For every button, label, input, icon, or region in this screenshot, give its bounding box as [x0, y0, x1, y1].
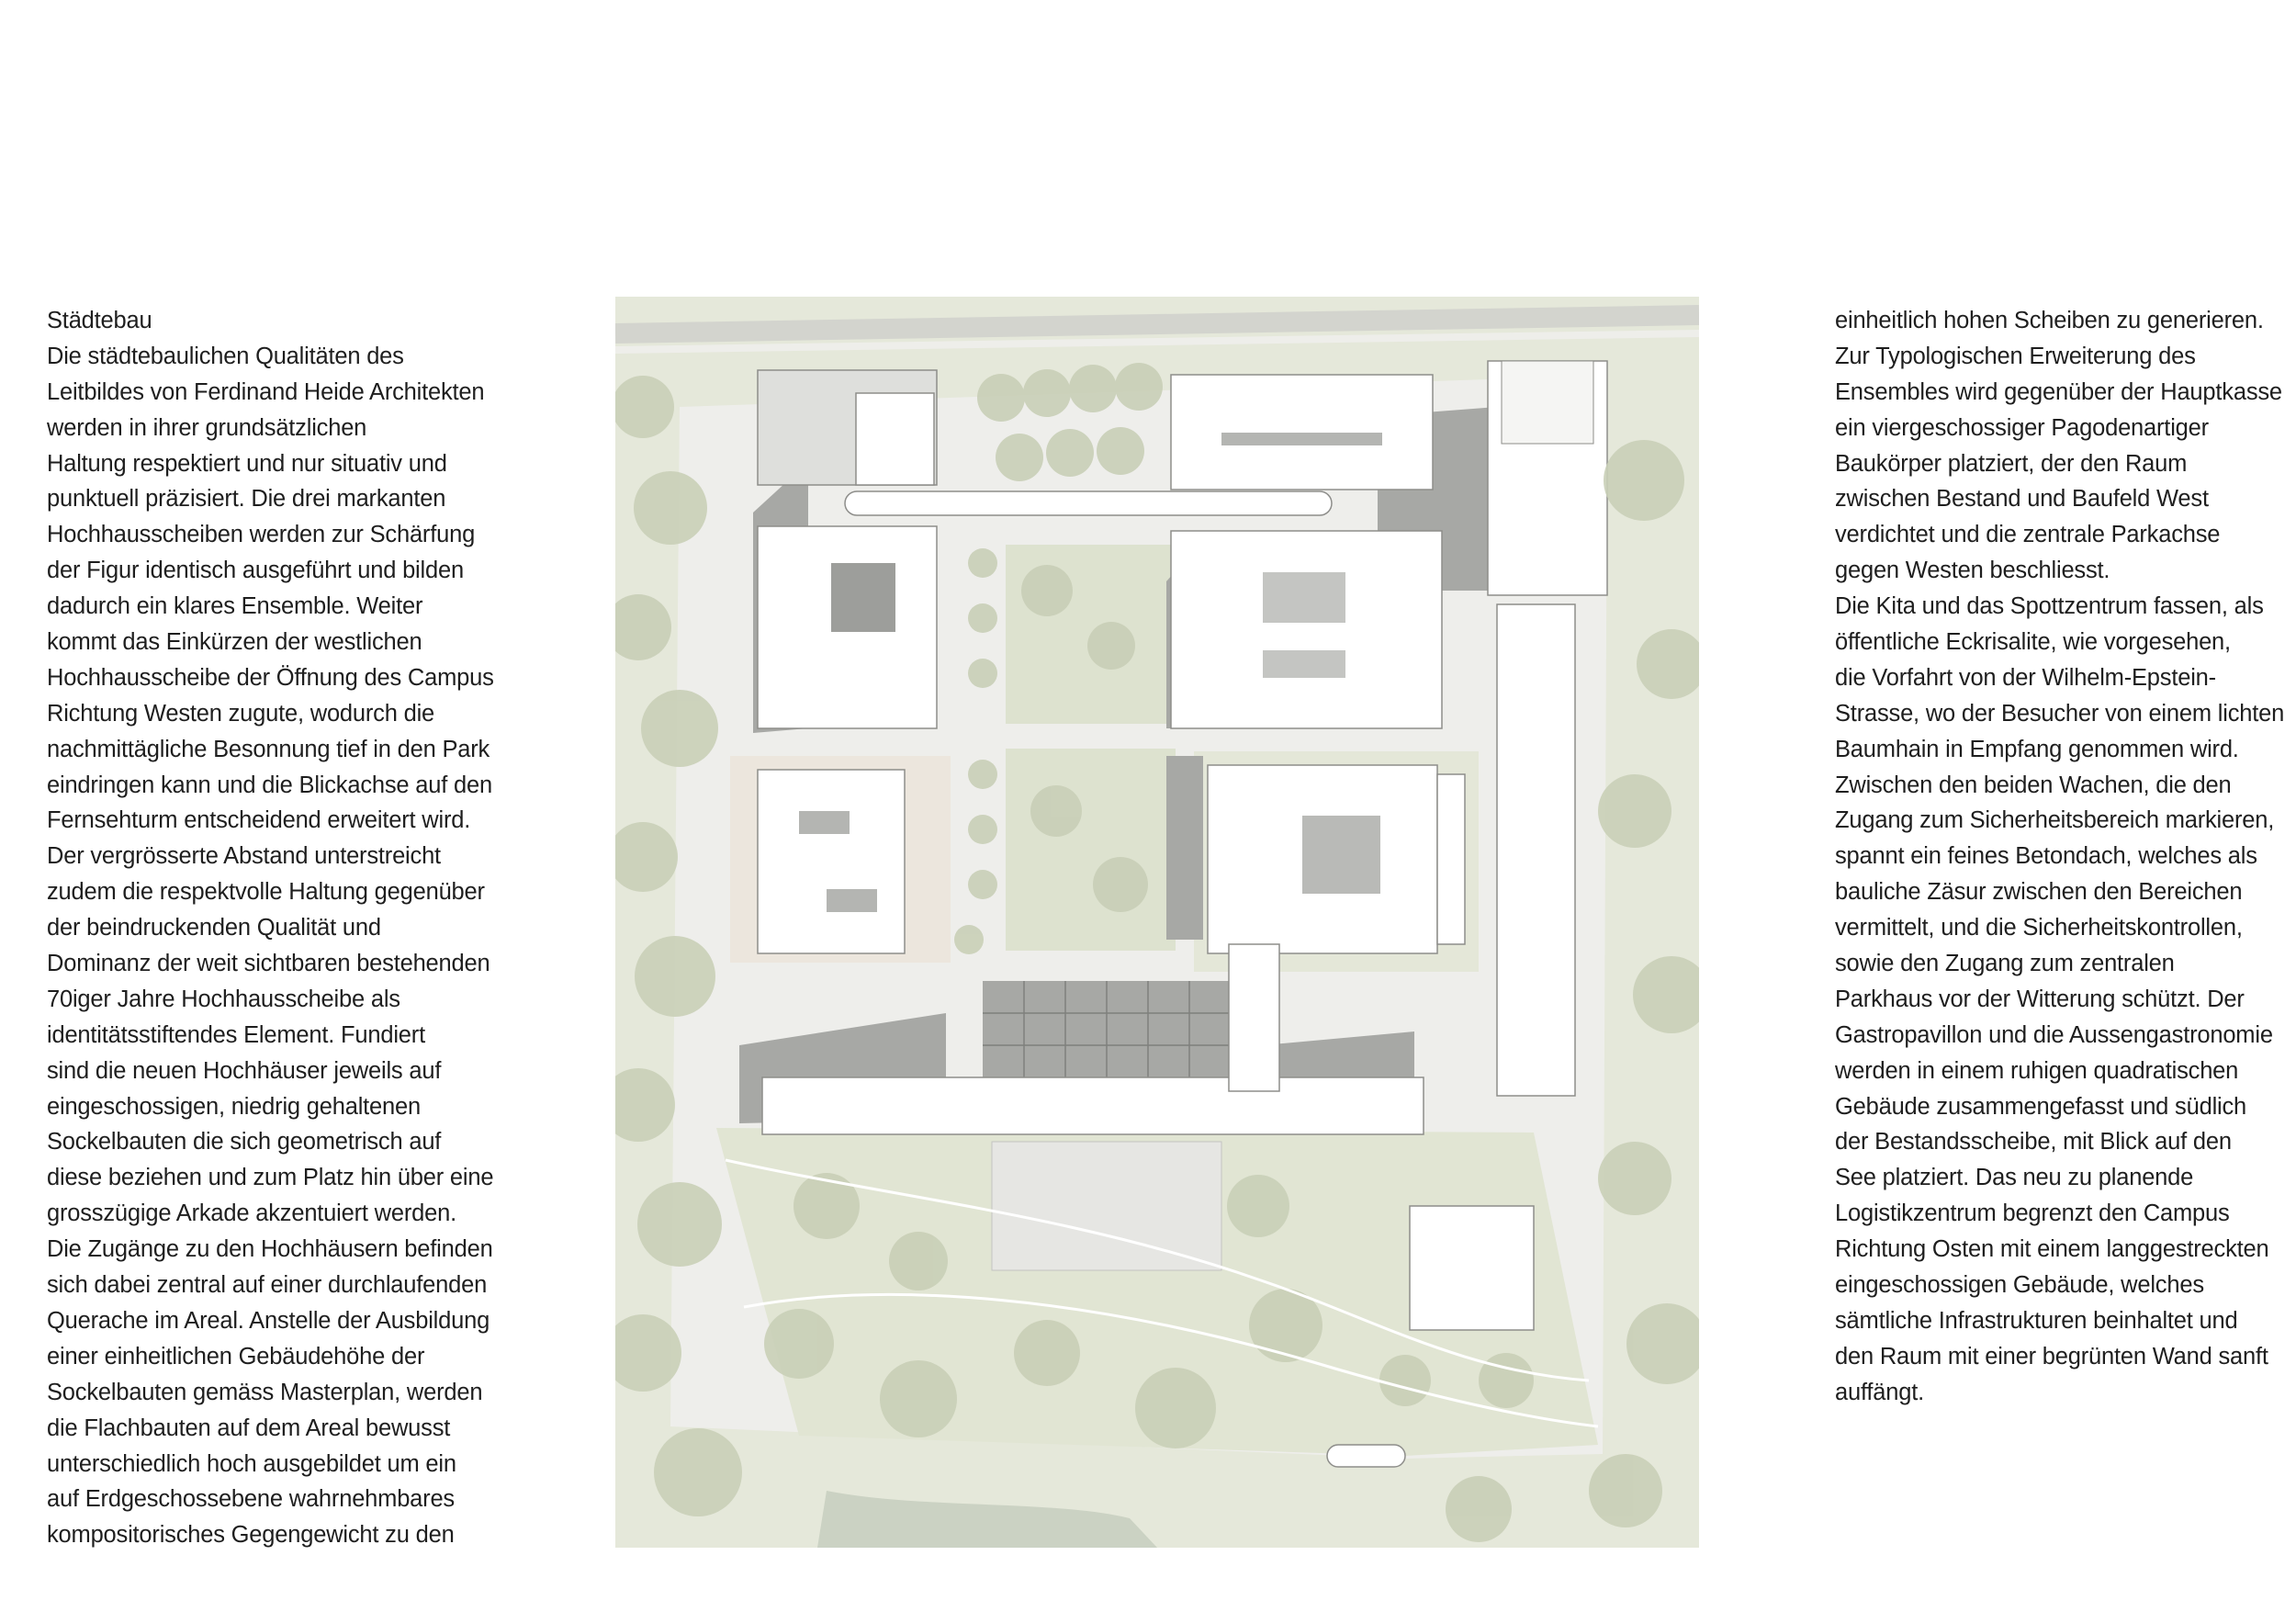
text-line: Sockelbauten gemäss Masterplan, werden [47, 1379, 483, 1405]
text-line: dadurch ein klares Ensemble. Weiter [47, 593, 423, 620]
text-line: zwischen Bestand und Baufeld West [1835, 486, 2209, 513]
text-line: ein viergeschossiger Pagodenartiger [1835, 414, 2209, 441]
text-line: spannt ein feines Betondach, welches als [1835, 843, 2257, 870]
text-line: Hochhausscheibe der Öffnung des Campus [47, 664, 494, 691]
text-line: Dominanz der weit sichtbaren bestehenden [47, 951, 490, 977]
text-line: Richtung Westen zugute, wodurch die [47, 700, 435, 727]
section-heading: Städtebau [47, 308, 152, 333]
site-plan-drawing [615, 297, 1699, 1548]
text-line: Die städtebaulichen Qualitäten des [47, 343, 404, 369]
building-west-south-roof-2 [827, 889, 877, 912]
text-line: eindringen kann und die Blickachse auf den [47, 772, 492, 798]
text-line: einer einheitlichen Gebäudehöhe der [47, 1343, 425, 1369]
covered-walkway [845, 491, 1332, 515]
text-line: eingeschossigen, niedrig gehaltenen [47, 1093, 421, 1120]
text-line: sind die neuen Hochhäuser jeweils auf [47, 1057, 442, 1084]
text-line: Leitbildes von Ferdinand Heide Architekten [47, 378, 485, 405]
text-line: sämtliche Infrastrukturen beinhaltet und [1835, 1307, 2238, 1334]
text-line: identitätsstiftendes Element. Fundiert [47, 1021, 425, 1048]
park-court-south [1006, 749, 1176, 951]
text-line: öffentliche Eckrisalite, wie vorgesehen, [1835, 629, 2231, 656]
text-line: der Bestandsscheibe, mit Blick auf den [1835, 1129, 2232, 1155]
text-line: nachmittägliche Besonnung tief in den Park [47, 736, 490, 762]
building-west-south-roof-1 [799, 811, 850, 834]
text-line: diese beziehen und zum Platz hin über eine [47, 1165, 494, 1191]
left-text-column [47, 303, 524, 1553]
building-logistics [1497, 604, 1575, 1096]
text-line: Hochhausscheiben werden zur Schärfung [47, 522, 476, 548]
building-west-north-inner [831, 563, 895, 632]
text-line: 70iger Jahre Hochhausscheibe als [47, 986, 400, 1012]
text-line: Die Zugänge zu den Hochhäusern befinden [47, 1236, 493, 1263]
text-line: sich dabei zentral auf einer durchlaufenden [47, 1272, 488, 1299]
building-west-south [758, 770, 905, 953]
text-line: Die Kita und das Spottzentrum fassen, als [1835, 593, 2264, 620]
text-line: werden in ihrer grundsätzlichen [47, 414, 367, 441]
building-center-east-court-1 [1263, 572, 1345, 623]
text-line: Gastropavillon und die Aussengastronomie [1835, 1021, 2273, 1048]
text-line: Baukörper platziert, der den Raum [1835, 450, 2188, 477]
building-northwest-tower [856, 393, 934, 485]
text-line: Zwischen den beiden Wachen, die den [1835, 772, 2232, 798]
right-text-column [1835, 303, 2294, 1411]
text-line: Der vergrösserte Abstand unterstreicht [47, 843, 441, 870]
text-line: bauliche Zäsur zwischen den Bereichen [1835, 879, 2243, 906]
text-line: zudem die respektvolle Haltung gegenüber [47, 879, 485, 906]
text-line: werden in einem ruhigen quadratischen [1835, 1057, 2239, 1084]
building-east-tower-top [1502, 361, 1593, 444]
text-line: auffängt. [1835, 1379, 1924, 1405]
text-line: kommt das Einkürzen der westlichen [47, 629, 422, 656]
text-line: den Raum mit einer begrünten Wand sanft [1835, 1343, 2268, 1369]
text-line: der Figur identisch ausgeführt und bilden [47, 558, 464, 584]
text-line: Gebäude zusammengefasst und südlich [1835, 1093, 2247, 1120]
building-center-east [1171, 531, 1442, 728]
text-line: gegen Westen beschliesst. [1835, 558, 2110, 584]
text-line: Parkhaus vor der Witterung schützt. Der [1835, 986, 2245, 1012]
building-garden-pavilion-court [1302, 816, 1380, 894]
building-gastro-pavilion [1410, 1206, 1534, 1330]
text-line: eingeschossigen Gebäude, welches [1835, 1272, 2204, 1299]
text-line: Baumhain in Empfang genommen wird. [1835, 736, 2239, 762]
text-line: auf Erdgeschossebene wahrnehmbares [47, 1486, 455, 1513]
text-line: kompositorisches Gegengewicht zu den [47, 1522, 455, 1549]
text-line: Logistikzentrum begrenzt den Campus [1835, 1200, 2230, 1227]
text-line: See platziert. Das neu zu planende [1835, 1165, 2194, 1191]
building-existing-slab [762, 1077, 1424, 1134]
text-line: punktuell präzisiert. Die drei markanten [47, 486, 446, 513]
entrance-canopy [1327, 1445, 1405, 1467]
text-line: sowie den Zugang zum zentralen [1835, 951, 2175, 977]
building-garden-slim [1437, 774, 1465, 944]
text-line: die Flachbauten auf dem Areal bewusst [47, 1414, 451, 1441]
text-line: einheitlich hohen Scheiben zu generieren. [1835, 308, 2264, 333]
text-line: Zur Typologischen Erweiterung des [1835, 343, 2196, 369]
building-tower-link [1229, 944, 1279, 1091]
text-line: Sockelbauten die sich geometrisch auf [47, 1129, 442, 1155]
forecourt [992, 1142, 1221, 1270]
building-north-center [1171, 375, 1433, 490]
text-line: Strasse, wo der Besucher von einem lichten [1835, 700, 2285, 727]
text-line: Fernsehturm entscheidend erweitert wird. [47, 807, 471, 834]
building-center-east-court-2 [1263, 650, 1345, 678]
text-line: Querache im Areal. Anstelle der Ausbildung [47, 1307, 490, 1334]
text-line: Richtung Osten mit einem langgestreckten [1835, 1236, 2269, 1263]
text-line: Zugang zum Sicherheitsbereich markieren, [1835, 807, 2275, 834]
text-line: verdichtet und die zentrale Parkachse [1835, 522, 2221, 548]
text-line: grosszügige Arkade akzentuiert werden. [47, 1200, 456, 1227]
text-line: der beindruckenden Qualität und [47, 915, 381, 941]
text-line: unterschiedlich hoch ausgebildet um ein [47, 1450, 456, 1477]
text-line: Ensembles wird gegenüber der Hauptkasse [1835, 378, 2282, 405]
text-line: die Vorfahrt von der Wilhelm-Epstein- [1835, 664, 2216, 691]
text-line: Haltung respektiert und nur situativ und [47, 450, 447, 477]
building-north-center-strip [1221, 433, 1382, 445]
text-line: vermittelt, und die Sicherheitskontrollen, [1835, 915, 2243, 941]
